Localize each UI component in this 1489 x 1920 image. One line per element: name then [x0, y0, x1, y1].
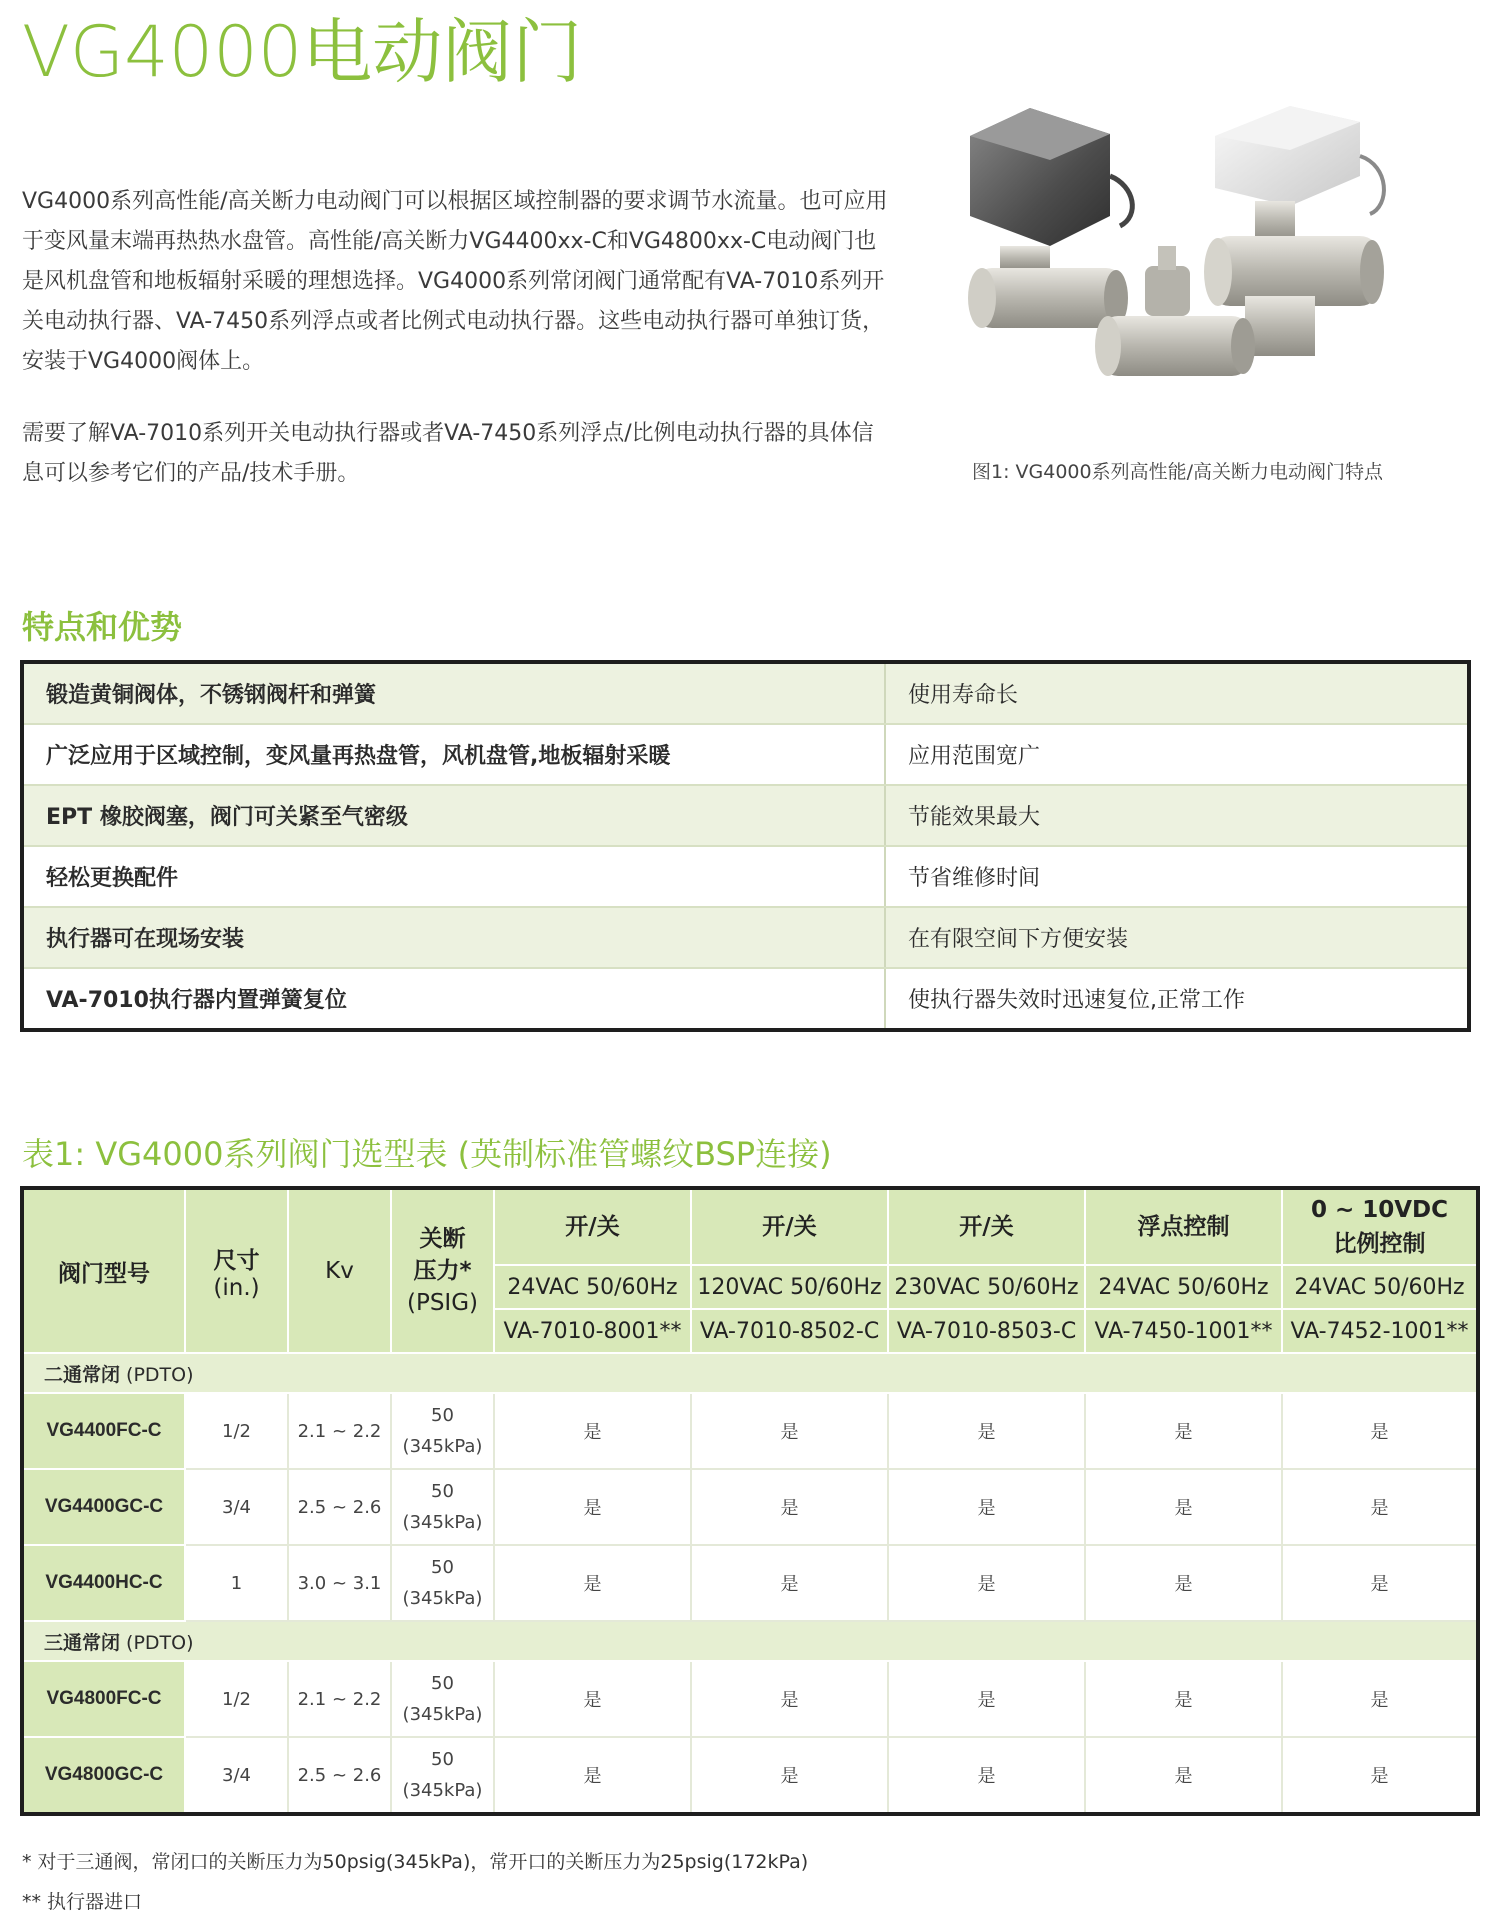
header-voltage: 24VAC 50/60Hz — [494, 1265, 691, 1309]
page-title: VG4000电动阀门 — [22, 11, 583, 93]
compatibility-cell: 是 — [691, 1661, 888, 1737]
header-model: 阀门型号 — [22, 1188, 185, 1353]
close-off-pressure: 50 (345kPa) — [391, 1393, 494, 1469]
compatibility-cell: 是 — [691, 1469, 888, 1545]
compatibility-cell: 是 — [1282, 1545, 1478, 1621]
valve-size: 3/4 — [185, 1737, 288, 1814]
valve-model: VG4400GC-C — [22, 1469, 185, 1545]
header-control-type: 开/关 — [691, 1188, 888, 1265]
compatibility-cell: 是 — [888, 1661, 1085, 1737]
features-table — [20, 660, 1471, 1032]
benefit-text: 节能效果最大 — [885, 785, 1469, 846]
compatibility-cell: 是 — [888, 1393, 1085, 1469]
intro-text — [22, 182, 892, 526]
benefit-text: 使执行器失效时迅速复位,正常工作 — [885, 968, 1469, 1030]
feature-text: 广泛应用于区域控制，变风量再热盘管，风机盘管,地板辐射采暖 — [22, 724, 885, 785]
benefit-text: 节省维修时间 — [885, 846, 1469, 907]
header-voltage: 24VAC 50/60Hz — [1085, 1265, 1282, 1309]
valve-size: 1/2 — [185, 1393, 288, 1469]
benefit-text: 在有限空间下方便安装 — [885, 907, 1469, 968]
header-actuator-model: VA-7452-1001** — [1282, 1309, 1478, 1353]
valve-size: 1 — [185, 1545, 288, 1621]
feature-row — [22, 724, 1469, 785]
compatibility-cell: 是 — [1282, 1661, 1478, 1737]
close-off-pressure: 50 (345kPa) — [391, 1661, 494, 1737]
compatibility-cell: 是 — [494, 1545, 691, 1621]
feature-text: 轻松更换配件 — [22, 846, 885, 907]
feature-text: 执行器可在现场安装 — [22, 907, 885, 968]
valve-kv: 2.5 ~ 2.6 — [288, 1469, 391, 1545]
section-label: 二通常闭 (PDTO) — [22, 1353, 1478, 1393]
compatibility-cell: 是 — [1282, 1737, 1478, 1814]
compatibility-cell: 是 — [1085, 1469, 1282, 1545]
compatibility-cell: 是 — [691, 1545, 888, 1621]
header-actuator-model: VA-7450-1001** — [1085, 1309, 1282, 1353]
table-row — [22, 1661, 1478, 1737]
table-row — [22, 1393, 1478, 1469]
feature-text: 锻造黄铜阀体，不锈钢阀杆和弹簧 — [22, 662, 885, 724]
header-control-type: 开/关 — [494, 1188, 691, 1265]
valve-model: VG4400FC-C — [22, 1393, 185, 1469]
compatibility-cell: 是 — [494, 1737, 691, 1814]
header-control-type: 开/关 — [888, 1188, 1085, 1265]
header-size: 尺寸 (in.) — [185, 1188, 288, 1353]
compatibility-cell: 是 — [494, 1393, 691, 1469]
feature-text: VA-7010执行器内置弹簧复位 — [22, 968, 885, 1030]
footnote-actuator-import: ** 执行器进口 — [22, 1891, 143, 1913]
feature-row — [22, 846, 1469, 907]
header-voltage: 120VAC 50/60Hz — [691, 1265, 888, 1309]
compatibility-cell: 是 — [888, 1469, 1085, 1545]
header-actuator-model: VA-7010-8001** — [494, 1309, 691, 1353]
valve-model: VG4800GC-C — [22, 1737, 185, 1814]
compatibility-cell: 是 — [494, 1469, 691, 1545]
header-voltage: 230VAC 50/60Hz — [888, 1265, 1085, 1309]
valve-kv: 2.1 ~ 2.2 — [288, 1393, 391, 1469]
compatibility-cell: 是 — [1085, 1661, 1282, 1737]
table-row — [22, 1545, 1478, 1621]
intro-paragraph-1: VG4000系列高性能/高关断力电动阀门可以根据区域控制器的要求调节水流量。也可应用于变风量末端再热热水盘管。高性能/高关断力VG4400xx-C和VG4800xx-C电动阀门也是风机盘管和地板辐射采暖的理想选择。VG4000系列常闭阀门通常配有VA-7010系列开关电动执行器、VA-7450系列浮点或者比例式电动执行器。这些电动执行器可单独订货，安装于VG4000阀体上。 — [22, 189, 888, 374]
header-actuator-model: VA-7010-8503-C — [888, 1309, 1085, 1353]
compatibility-cell: 是 — [494, 1661, 691, 1737]
compatibility-cell: 是 — [1282, 1393, 1478, 1469]
intro-paragraph-2: 需要了解VA-7010系列开关电动执行器或者VA-7450系列浮点/比例电动执行器的具体信息可以参考它们的产品/技术手册。 — [22, 421, 874, 486]
table-row — [22, 1469, 1478, 1545]
feature-row — [22, 907, 1469, 968]
header-kv: Kv — [288, 1188, 391, 1353]
close-off-pressure: 50 (345kPa) — [391, 1737, 494, 1814]
valve-kv: 2.1 ~ 2.2 — [288, 1661, 391, 1737]
compatibility-cell: 是 — [1085, 1545, 1282, 1621]
features-heading: 特点和优势 — [22, 608, 183, 646]
valve-kv: 2.5 ~ 2.6 — [288, 1737, 391, 1814]
feature-row — [22, 785, 1469, 846]
benefit-text: 应用范围宽广 — [885, 724, 1469, 785]
compatibility-cell: 是 — [888, 1545, 1085, 1621]
footnote-close-off: * 对于三通阀，常闭口的关断压力为50psig(345kPa)，常开口的关断压力为25psig(172kPa) — [22, 1851, 809, 1873]
compatibility-cell: 是 — [1282, 1469, 1478, 1545]
valve-kv: 3.0 ~ 3.1 — [288, 1545, 391, 1621]
valve-model: VG4400HC-C — [22, 1545, 185, 1621]
section-label: 三通常闭 (PDTO) — [22, 1621, 1478, 1661]
valve-model: VG4800FC-C — [22, 1661, 185, 1737]
figure-caption: 图1: VG4000系列高性能/高关断力电动阀门特点 — [972, 461, 1384, 483]
close-off-pressure: 50 (345kPa) — [391, 1469, 494, 1545]
table1-heading: 表1: VG4000系列阀门选型表 (英制标准管螺纹BSP连接) — [22, 1135, 832, 1173]
table-row — [22, 1737, 1478, 1814]
compatibility-cell: 是 — [691, 1393, 888, 1469]
benefit-text: 使用寿命长 — [885, 662, 1469, 724]
feature-row — [22, 968, 1469, 1030]
compatibility-cell: 是 — [1085, 1393, 1282, 1469]
header-control-type: 0 ~ 10VDC 比例控制 — [1282, 1188, 1478, 1265]
close-off-pressure: 50 (345kPa) — [391, 1545, 494, 1621]
feature-text: EPT 橡胶阀塞，阀门可关紧至气密级 — [22, 785, 885, 846]
feature-row — [22, 662, 1469, 724]
valve-product-photo — [960, 96, 1400, 416]
header-control-type: 浮点控制 — [1085, 1188, 1282, 1265]
compatibility-cell: 是 — [1085, 1737, 1282, 1814]
header-voltage: 24VAC 50/60Hz — [1282, 1265, 1478, 1309]
header-actuator-model: VA-7010-8502-C — [691, 1309, 888, 1353]
compatibility-cell: 是 — [691, 1737, 888, 1814]
compatibility-cell: 是 — [888, 1737, 1085, 1814]
valve-selection-table — [20, 1186, 1480, 1816]
valve-size: 3/4 — [185, 1469, 288, 1545]
header-close-off-pressure: 关断 压力* (PSIG) — [391, 1188, 494, 1353]
valve-size: 1/2 — [185, 1661, 288, 1737]
